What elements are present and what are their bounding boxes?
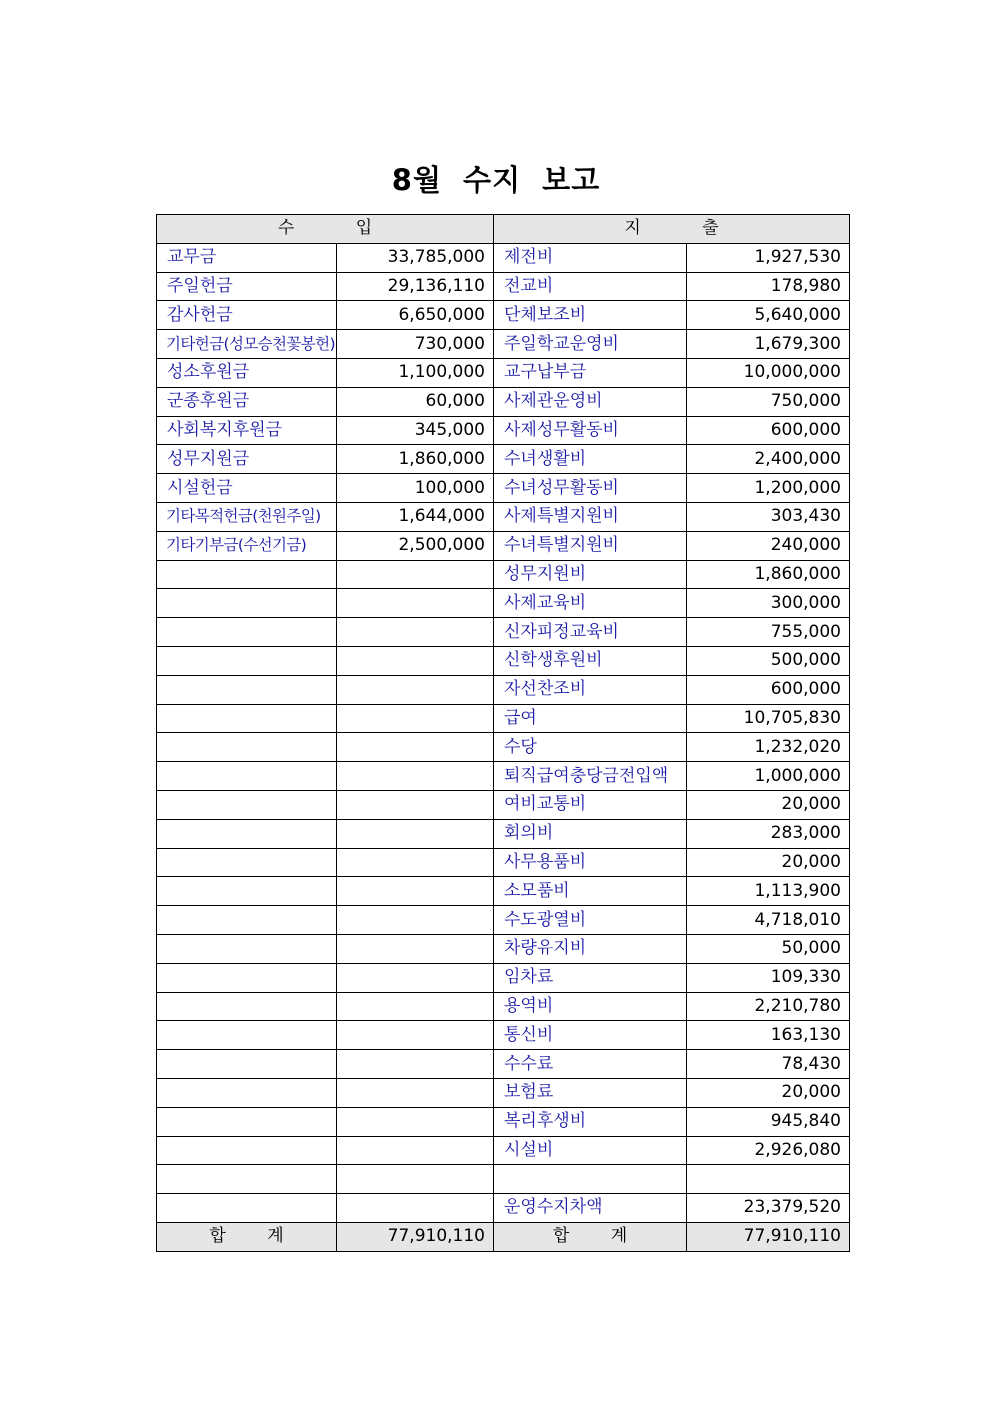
expense-item-label: 시설비 — [494, 1136, 687, 1165]
income-item-label — [157, 1021, 337, 1050]
table-row — [157, 531, 850, 560]
income-item-label — [157, 1194, 337, 1223]
income-item-label — [157, 618, 337, 647]
income-item-amount — [337, 906, 494, 935]
income-item-label — [157, 560, 337, 589]
page-title: 8월 수지 보고 — [391, 163, 601, 197]
income-item-amount — [337, 1050, 494, 1079]
income-item-amount — [337, 819, 494, 848]
expense-item-label: 보험료 — [494, 1078, 687, 1107]
expense-item-label: 자선찬조비 — [494, 675, 687, 704]
expense-item-amount: 1,860,000 — [687, 560, 850, 589]
income-item-amount — [337, 762, 494, 791]
income-item-label: 성무지원금 — [157, 445, 337, 474]
expense-item-label: 퇴직급여충당금전입액 — [494, 762, 687, 791]
income-item-amount — [337, 1165, 494, 1194]
table-row — [157, 848, 850, 877]
expense-total-label: 합 계 — [494, 1222, 687, 1251]
income-item-amount: 1,644,000 — [337, 502, 494, 531]
expense-item-amount: 1,232,020 — [687, 733, 850, 762]
income-item-amount — [337, 1078, 494, 1107]
expense-item-label: 수녀특별지원비 — [494, 531, 687, 560]
expense-item-amount: 1,927,530 — [687, 243, 850, 272]
expense-item-label: 사무용품비 — [494, 848, 687, 877]
table-row — [157, 906, 850, 935]
income-item-label — [157, 934, 337, 963]
expense-header: 지 출 — [494, 215, 850, 244]
table-row — [157, 560, 850, 589]
table-row — [157, 618, 850, 647]
income-total-label: 합 계 — [157, 1222, 337, 1251]
table-row — [157, 1136, 850, 1165]
income-item-amount: 100,000 — [337, 474, 494, 503]
income-item-amount — [337, 704, 494, 733]
expense-item-amount: 20,000 — [687, 790, 850, 819]
income-item-amount: 345,000 — [337, 416, 494, 445]
expense-item-label: 수수료 — [494, 1050, 687, 1079]
income-item-amount — [337, 992, 494, 1021]
expense-item-amount: 2,210,780 — [687, 992, 850, 1021]
expense-item-label: 여비교통비 — [494, 790, 687, 819]
expense-item-label: 회의비 — [494, 819, 687, 848]
income-item-label: 사회복지후원금 — [157, 416, 337, 445]
income-item-label: 기타헌금(성모승천꽃봉헌) — [157, 330, 337, 359]
expense-item-amount: 163,130 — [687, 1021, 850, 1050]
expense-item-amount: 23,379,520 — [687, 1194, 850, 1223]
income-item-label — [157, 848, 337, 877]
expense-item-label: 사제관운영비 — [494, 387, 687, 416]
income-item-amount — [337, 934, 494, 963]
expense-item-label: 수녀성무활동비 — [494, 474, 687, 503]
table-row — [157, 416, 850, 445]
expense-item-amount: 20,000 — [687, 848, 850, 877]
expense-item-label: 사제특별지원비 — [494, 502, 687, 531]
income-item-amount — [337, 1107, 494, 1136]
income-item-label: 기타기부금(수선기금) — [157, 531, 337, 560]
income-item-label — [157, 819, 337, 848]
expense-item-amount — [687, 1165, 850, 1194]
income-item-amount — [337, 646, 494, 675]
table-row — [157, 762, 850, 791]
expense-item-amount: 1,200,000 — [687, 474, 850, 503]
income-item-amount: 1,860,000 — [337, 445, 494, 474]
expense-item-label: 임차료 — [494, 963, 687, 992]
income-item-label — [157, 790, 337, 819]
income-item-label — [157, 589, 337, 618]
income-item-amount: 60,000 — [337, 387, 494, 416]
income-item-label — [157, 704, 337, 733]
income-item-label — [157, 762, 337, 791]
income-item-amount: 730,000 — [337, 330, 494, 359]
expense-item-label: 사제교육비 — [494, 589, 687, 618]
table-row — [157, 934, 850, 963]
table-row — [157, 733, 850, 762]
income-item-label: 교무금 — [157, 243, 337, 272]
income-item-label — [157, 733, 337, 762]
income-header: 수 입 — [157, 215, 494, 244]
income-item-amount — [337, 1194, 494, 1223]
expense-item-amount: 755,000 — [687, 618, 850, 647]
table-row — [157, 1107, 850, 1136]
expense-item-amount: 2,400,000 — [687, 445, 850, 474]
income-item-amount — [337, 1136, 494, 1165]
table-row — [157, 992, 850, 1021]
table-row — [157, 502, 850, 531]
table-row — [157, 301, 850, 330]
table-row — [157, 445, 850, 474]
expense-item-label: 수도광열비 — [494, 906, 687, 935]
expense-item-label: 운영수지차액 — [494, 1194, 687, 1223]
income-item-label: 시설헌금 — [157, 474, 337, 503]
table-row — [157, 646, 850, 675]
expense-item-label: 성무지원비 — [494, 560, 687, 589]
income-item-amount — [337, 733, 494, 762]
table-row — [157, 704, 850, 733]
expense-item-amount: 10,000,000 — [687, 358, 850, 387]
expense-item-amount: 109,330 — [687, 963, 850, 992]
income-expense-table — [156, 214, 850, 1252]
income-item-label: 군종후원금 — [157, 387, 337, 416]
expense-item-amount: 240,000 — [687, 531, 850, 560]
expense-item-amount: 1,000,000 — [687, 762, 850, 791]
expense-item-label: 용역비 — [494, 992, 687, 1021]
income-item-amount: 6,650,000 — [337, 301, 494, 330]
expense-item-label: 급여 — [494, 704, 687, 733]
table-row — [157, 819, 850, 848]
expense-item-amount: 4,718,010 — [687, 906, 850, 935]
expense-item-amount: 300,000 — [687, 589, 850, 618]
expense-item-amount: 500,000 — [687, 646, 850, 675]
table-row — [157, 387, 850, 416]
expense-item-label: 사제성무활동비 — [494, 416, 687, 445]
income-item-label — [157, 963, 337, 992]
income-item-amount — [337, 589, 494, 618]
expense-item-amount: 750,000 — [687, 387, 850, 416]
income-item-amount — [337, 877, 494, 906]
expense-item-amount: 5,640,000 — [687, 301, 850, 330]
expense-item-label: 주일학교운영비 — [494, 330, 687, 359]
income-item-label — [157, 906, 337, 935]
expense-item-label: 수녀생활비 — [494, 445, 687, 474]
income-item-label — [157, 1136, 337, 1165]
expense-item-amount: 283,000 — [687, 819, 850, 848]
expense-item-amount: 1,679,300 — [687, 330, 850, 359]
expense-item-amount: 303,430 — [687, 502, 850, 531]
table-row — [157, 1021, 850, 1050]
income-item-amount — [337, 790, 494, 819]
income-item-label — [157, 1165, 337, 1194]
table-row — [157, 963, 850, 992]
income-item-amount — [337, 963, 494, 992]
income-item-label — [157, 877, 337, 906]
income-item-label — [157, 1050, 337, 1079]
income-item-amount — [337, 560, 494, 589]
table-row — [157, 790, 850, 819]
expense-item-label: 제전비 — [494, 243, 687, 272]
table-row — [157, 1078, 850, 1107]
expense-item-amount: 50,000 — [687, 934, 850, 963]
income-item-amount — [337, 675, 494, 704]
expense-item-label: 소모품비 — [494, 877, 687, 906]
expense-item-label: 통신비 — [494, 1021, 687, 1050]
expense-item-amount: 10,705,830 — [687, 704, 850, 733]
expense-item-label: 단체보조비 — [494, 301, 687, 330]
income-item-label: 주일헌금 — [157, 272, 337, 301]
table-row — [157, 877, 850, 906]
table-row — [157, 675, 850, 704]
expense-item-label: 신학생후원비 — [494, 646, 687, 675]
income-total-amount: 77,910,110 — [337, 1222, 494, 1251]
table-row — [157, 1194, 850, 1223]
income-item-amount: 29,136,110 — [337, 272, 494, 301]
income-item-amount: 2,500,000 — [337, 531, 494, 560]
table-row — [157, 474, 850, 503]
expense-item-amount: 20,000 — [687, 1078, 850, 1107]
table-row — [157, 1165, 850, 1194]
income-item-amount — [337, 848, 494, 877]
expense-item-label — [494, 1165, 687, 1194]
income-item-label — [157, 675, 337, 704]
expense-item-label: 복리후생비 — [494, 1107, 687, 1136]
income-item-amount: 1,100,000 — [337, 358, 494, 387]
expense-total-amount: 77,910,110 — [687, 1222, 850, 1251]
expense-item-amount: 78,430 — [687, 1050, 850, 1079]
table-header-row — [157, 215, 850, 244]
expense-item-amount: 1,113,900 — [687, 877, 850, 906]
income-item-label — [157, 1078, 337, 1107]
expense-item-amount: 178,980 — [687, 272, 850, 301]
expense-item-amount: 945,840 — [687, 1107, 850, 1136]
table-row — [157, 358, 850, 387]
income-item-label: 기타목적헌금(천원주일) — [157, 502, 337, 531]
income-item-amount: 33,785,000 — [337, 243, 494, 272]
expense-item-label: 신자피정교육비 — [494, 618, 687, 647]
expense-item-label: 전교비 — [494, 272, 687, 301]
expense-item-amount: 600,000 — [687, 675, 850, 704]
table-row — [157, 1050, 850, 1079]
income-item-label: 성소후원금 — [157, 358, 337, 387]
expense-item-label: 교구납부금 — [494, 358, 687, 387]
table-row — [157, 272, 850, 301]
expense-item-label: 수당 — [494, 733, 687, 762]
table-row — [157, 589, 850, 618]
expense-item-amount: 600,000 — [687, 416, 850, 445]
expense-item-amount: 2,926,080 — [687, 1136, 850, 1165]
table-row — [157, 330, 850, 359]
income-item-amount — [337, 618, 494, 647]
income-item-label: 감사헌금 — [157, 301, 337, 330]
expense-item-label: 차량유지비 — [494, 934, 687, 963]
income-item-label — [157, 646, 337, 675]
income-item-label — [157, 1107, 337, 1136]
total-row — [157, 1222, 850, 1251]
income-item-amount — [337, 1021, 494, 1050]
income-item-label — [157, 992, 337, 1021]
table-row — [157, 243, 850, 272]
